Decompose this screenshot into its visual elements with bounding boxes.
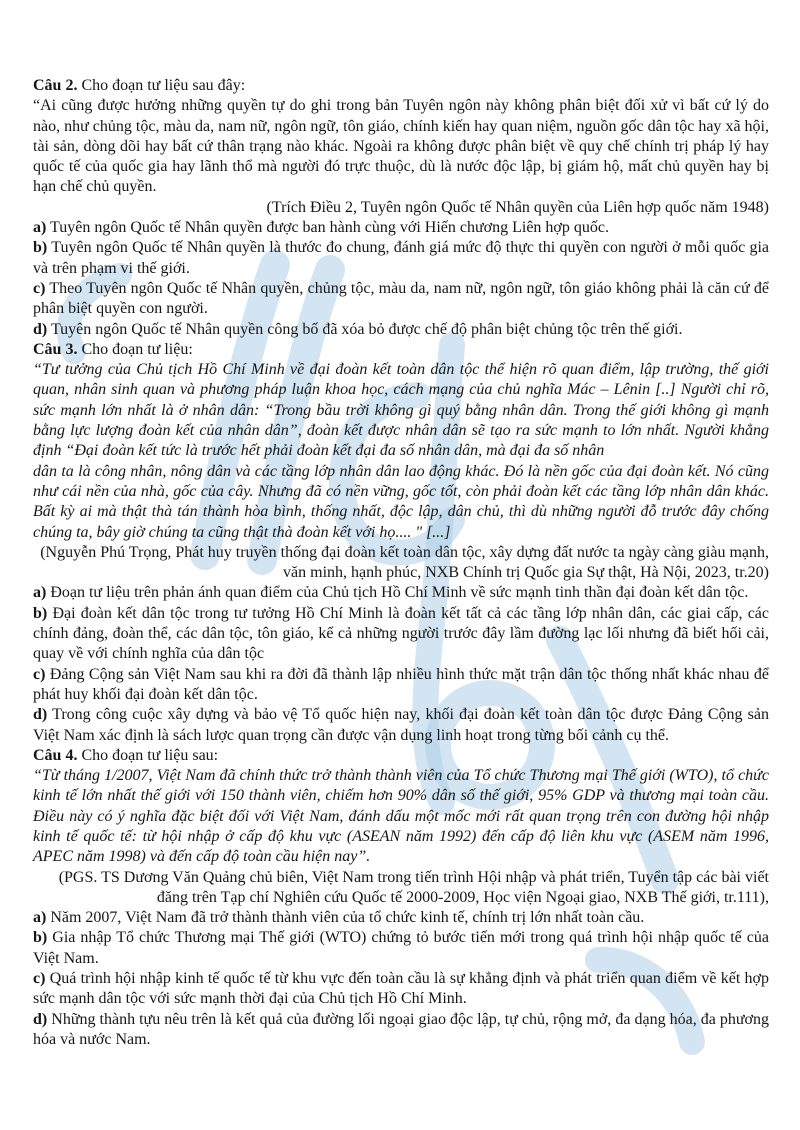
question-2-citation: (Trích Điều 2, Tuyên ngôn Quốc tế Nhân quyền của Liên hợp quốc năm 1948)	[266, 198, 769, 216]
option-text: Năm 2007, Việt Nam đã trở thành thành viên của tổ chức kinh tế, chính trị lớn nhất toàn cầu.	[50, 909, 645, 927]
option-label: d)	[33, 320, 48, 338]
question-4-quote: “Từ tháng 1/2007, Việt Nam đã chính thức trở thành thành viên của Tổ chức Thương mại Thế giới (WTO), tổ chức kinh tế lớn nhất thế giới với 150 thành viên, chiếm hơn 90% dân số thế giới, 95% GDP và thương mại toàn cầu. Điều này có ý nghĩa đặc biệt đối với Việt Nam, đánh dấu một mốc mới rất quan trọng trên con đường hội nhập kinh tế quốc tế: từ hội nhập ở cấp độ khu vực (ASEAN năm 1992) đến cấp độ liên khu vực (ASEM năm 1996, APEC năm 1998) và đến cấp độ toàn cầu hiện nay”.	[33, 767, 769, 866]
option-label: a)	[33, 909, 47, 927]
option-text: Đại đoàn kết dân tộc trong tư tưởng Hồ Chí Minh là đoàn kết tất cả các tầng lớp nhân dân, các giai cấp, các chính đảng, đoàn thể, các dân tộc, tôn giáo, kể cả những người trước đây lầm đường lạc lối nhưng đã biết hối cải, quay về với chính nghĩa của dân tộc	[33, 604, 769, 663]
question-2	[33, 76, 769, 340]
question-4-citation: (PGS. TS Dương Văn Quảng chủ biên, Việt Nam trong tiến trình Hội nhập và phát triển, Tuyển tập các bài viết đăng trên Tạp chí Nghiên cứu Quốc tế 2000-2009, Học viện Ngoại giao, NXB Thế giới, tr.111),	[58, 868, 769, 906]
question-3-option-a	[33, 583, 769, 603]
option-text: Đoạn tư liệu trên phản ánh quan điểm của Chủ tịch Hồ Chí Minh về sức mạnh tinh thần đại đoàn kết dân tộc.	[50, 584, 749, 602]
option-text: Tuyên ngôn Quốc tế Nhân quyền công bố đã xóa bỏ được chế độ phân biệt chủng tộc trên thế giới.	[50, 320, 683, 338]
option-text: Theo Tuyên ngôn Quốc tế Nhân quyền, chủng tộc, màu da, nam nữ, ngôn ngữ, tôn giáo không phải là căn cứ để phân biệt quyền con người.	[33, 279, 769, 318]
option-label: a)	[33, 219, 47, 237]
option-text: Gia nhập Tổ chức Thương mại Thế giới (WTO) chứng tỏ bước tiến mới trong quá trình hội nhập quốc tế của Việt Nam.	[33, 929, 769, 967]
question-3-header	[33, 340, 769, 360]
option-text: Tuyên ngôn Quốc tế Nhân quyền được ban hành cùng với Hiến chương Liên hợp quốc.	[50, 219, 609, 237]
question-2-header	[33, 76, 769, 96]
question-4-option-b	[33, 928, 769, 969]
option-label: c)	[33, 970, 46, 988]
question-2-option-a	[33, 218, 769, 238]
option-text: Trong công cuộc xây dựng và bảo vệ Tổ quốc hiện nay, khối đại đoàn kết toàn dân tộc được Đảng Cộng sản Việt Nam xác định là sách lược quan trọng cần được vận dụng linh hoạt trong từng bối cảnh cụ thể.	[33, 706, 770, 744]
option-text: Tuyên ngôn Quốc tế Nhân quyền là thước đo chung, đánh giá mức độ thực thi quyền con người ở mỗi quốc gia và trên phạm vi thế giới.	[33, 239, 770, 277]
question-3	[33, 340, 769, 746]
question-2-option-d	[33, 320, 769, 340]
question-2-quote: “Ai cũng được hưởng những quyền tự do ghi trong bản Tuyên ngôn này không phân biệt đối xử vì bất cứ lý do nào, như chủng tộc, màu da, nam nữ, ngôn ngữ, tôn giáo, chính kiến hay quan niệm, nguồn gốc dân tộc hay xã hội, tài sản, dòng dõi hay bất cứ thân trạng nào khác. Ngoài ra không được phân biệt về quy chế chính trị pháp lý hay quốc tế của quốc gia hay lãnh thổ mà người đó trực thuộc, dù là nước độc lập, bị giám hộ, mất chủ quyền hay bị hạn chế chủ quyền.	[33, 97, 769, 196]
question-2-option-c	[33, 279, 769, 320]
question-4-header	[33, 746, 769, 766]
option-label: b)	[33, 239, 48, 257]
question-3-number: Câu 3.	[33, 340, 78, 358]
option-label: d)	[33, 706, 48, 724]
question-2-option-b	[33, 238, 769, 279]
question-2-number: Câu 2.	[33, 77, 78, 94]
option-text: Những thành tựu nêu trên là kết quả của đường lối ngoại giao độc lập, tự chủ, rộng mở, đa dạng hóa, đa phương hóa và nước Nam.	[33, 1010, 769, 1048]
option-label: c)	[33, 279, 46, 297]
question-4-option-a	[33, 908, 769, 928]
question-3-quote-part2: dân ta là công nhân, nông dân và các tầng lớp nhân dân lao động khác. Đó là nền gốc của đại đoàn kết. Nó cũng như cái nền của nhà, gốc của cây. Nhưng đã có nền vững, gốc tốt, còn phải đoàn kết các tầng lớp nhân dân khác. Bất kỳ ai mà thật thà tán thành hòa bình, thống nhất, độc lập, dân chủ, thì dù những người đỗ trước đây chống chúng ta, bây giờ chúng ta cũng thật thà đoàn kết với họ.... " [...]	[33, 462, 769, 541]
question-4-option-d	[33, 1010, 769, 1051]
option-label: d)	[33, 1010, 48, 1028]
question-4-intro: Cho đoạn tư liệu sau:	[81, 746, 219, 764]
question-4-option-c	[33, 969, 769, 1010]
option-label: a)	[33, 584, 47, 602]
question-3-citation: (Nguyễn Phú Trọng, Phát huy truyền thống đại đoàn kết toàn dân tộc, xây dựng đất nước ta ngày càng giàu mạnh, văn minh, hạnh phúc, NXB Chính trị Quốc gia Sự thật, Hà Nội, 2023, tr.20)	[40, 543, 769, 582]
option-label: c)	[33, 665, 46, 683]
question-4-number: Câu 4.	[33, 746, 78, 764]
question-3-quote-part1: “Tư tưởng của Chủ tịch Hồ Chí Minh về đại đoàn kết toàn dân tộc thể hiện rõ quan điểm, lập trường, thế giới quan, nhân sinh quan và phương pháp luận khoa học, cách mạng của chủ nghĩa Mác – Lênin [..] Người chỉ rõ, sức mạnh lớn nhất là ở nhân dân: “Trong bầu trời không gì quý bằng nhân dân. Trong thế giới không gì mạnh bằng lực lượng đoàn kết của nhân dân”, đoàn kết được nhân dân sẽ tạo ra sức mạnh to lớn nhất. Người khẳng định “Đại đoàn kết tức là trước hết phải đoàn kết đại đa số nhân dân, mà đại đa số nhân	[33, 361, 769, 460]
option-label: b)	[33, 604, 48, 622]
question-3-option-c	[33, 665, 769, 706]
option-text: Quá trình hội nhập kinh tế quốc tế từ khu vực đến toàn cầu là sự khẳng định và phát triển quan điểm về kết hợp sức mạnh dân tộc với sức mạnh thời đại của Chủ tịch Hồ Chí Minh.	[33, 970, 770, 1008]
option-text: Đảng Cộng sản Việt Nam sau khi ra đời đã thành lập nhiều hình thức mặt trận dân tộc thống nhất khác nhau để phát huy khối đại đoàn kết dân tộc.	[33, 665, 770, 703]
question-3-option-d	[33, 705, 769, 746]
question-2-intro: Cho đoạn tư liệu sau đây:	[81, 77, 246, 94]
question-4	[33, 746, 769, 1050]
question-3-option-b	[33, 604, 769, 665]
question-3-intro: Cho đoạn tư liệu:	[81, 340, 193, 358]
option-label: b)	[33, 929, 48, 947]
